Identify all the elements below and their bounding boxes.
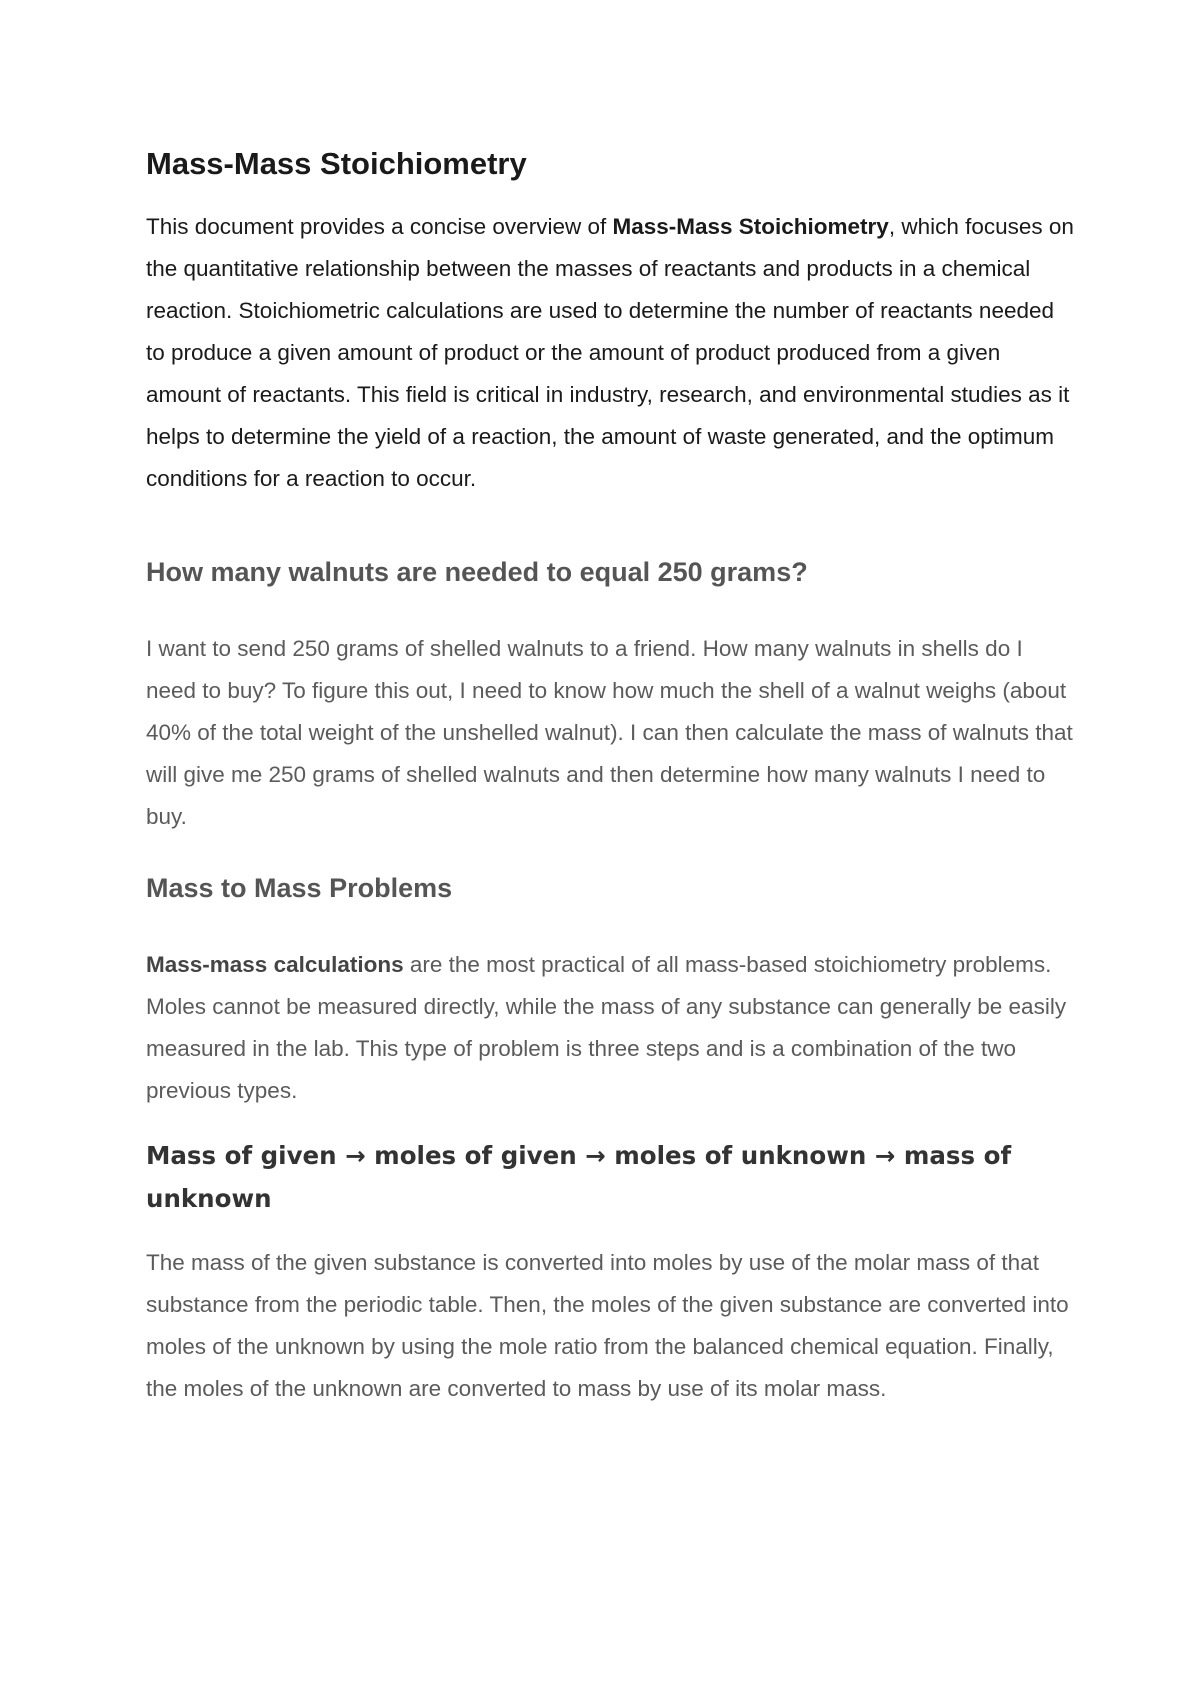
walnuts-heading: How many walnuts are needed to equal 250 grams? <box>146 557 808 587</box>
mass-problems-paragraph <box>146 944 1076 1112</box>
intro-bold-term: Mass-Mass Stoichiometry <box>612 214 889 239</box>
document-title: Mass-Mass Stoichiometry <box>146 146 527 181</box>
mass-problems-text: are the most practical of all mass-based stoichiometry problems. Moles cannot be measured directly, while the mass of any substance can generally be easily measured in the lab. This type of problem is three steps and is a combination of the two previous types. <box>146 952 1067 1103</box>
steps-heading: Mass of given → moles of given → moles of unknown → mass of unknown <box>146 1141 1012 1213</box>
intro-paragraph <box>146 206 1076 500</box>
intro-suffix: , which focuses on the quantitative relationship between the masses of reactants and products in a chemical reaction. Stoichiometric calculations are used to determine the number of reactants needed to produce a given amount of product or the amount of product produced from a given amount of reactants. This field is critical in industry, research, and environmental studies as it helps to determine the yield of a reaction, the amount of waste generated, and the optimum conditions for a reaction to occur. <box>146 214 1074 491</box>
intro-prefix: This document provides a concise overview of <box>146 214 613 239</box>
walnuts-paragraph: I want to send 250 grams of shelled walnuts to a friend. How many walnuts in shells do I need to buy? To figure this out, I need to know how much the shell of a walnut weighs (about 40% of the total weight of the unshelled walnut). I can then calculate the mass of walnuts that will give me 250 grams of shelled walnuts and then determine how many walnuts I need to buy. <box>146 636 1073 829</box>
document-page <box>146 142 1076 1410</box>
mass-problems-bold-term: Mass-mass calculations <box>146 952 404 977</box>
steps-paragraph: The mass of the given substance is converted into moles by use of the molar mass of that substance from the periodic table. Then, the moles of the given substance are converted into moles of the unknown by using the mole ratio from the balanced chemical equation. Finally, the moles of the unknown are converted to mass by use of its molar mass. <box>146 1250 1069 1401</box>
mass-problems-heading: Mass to Mass Problems <box>146 873 453 903</box>
